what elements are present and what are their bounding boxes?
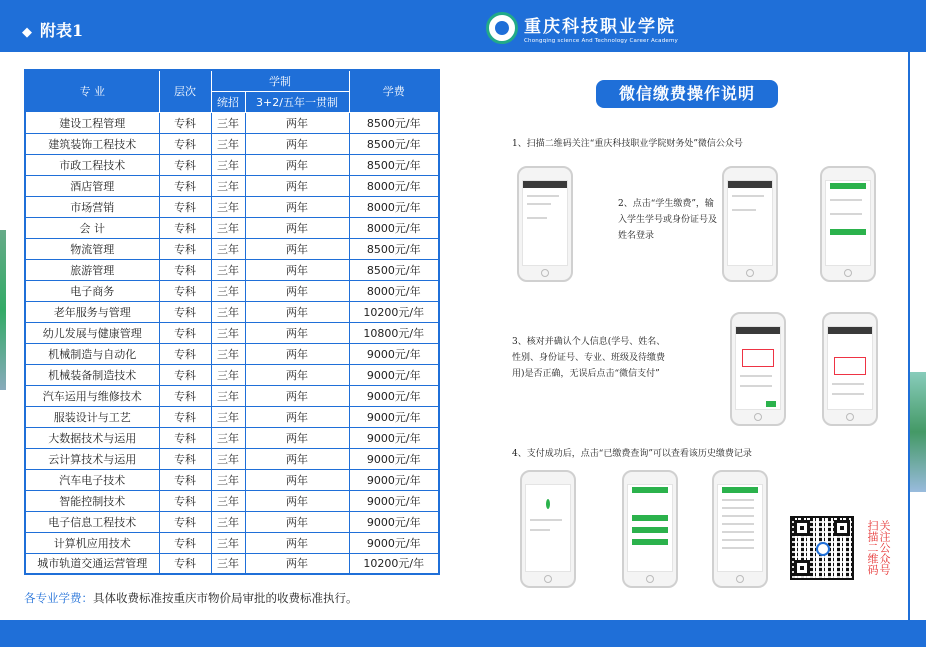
unified-cell: 三年	[211, 133, 245, 154]
phone-step1	[517, 166, 573, 282]
header-fee: 学费	[349, 70, 439, 112]
major-cell: 云计算技术与运用	[25, 448, 159, 469]
fee-cell: 9000元/年	[349, 427, 439, 448]
fee-note	[24, 590, 358, 606]
major-cell: 机械装备制造技术	[25, 364, 159, 385]
school-name: 重庆科技职业学院	[524, 17, 676, 37]
table-row	[25, 238, 439, 259]
table-row	[25, 553, 439, 574]
major-cell: 旅游管理	[25, 259, 159, 280]
through-cell: 两年	[245, 217, 349, 238]
unified-cell: 三年	[211, 175, 245, 196]
fee-cell: 9000元/年	[349, 448, 439, 469]
school-emblem-icon	[486, 12, 518, 44]
unified-cell: 三年	[211, 511, 245, 532]
through-cell: 两年	[245, 553, 349, 574]
unified-cell: 三年	[211, 322, 245, 343]
level-cell: 专科	[159, 469, 211, 490]
major-cell: 大数据技术与运用	[25, 427, 159, 448]
level-cell: 专科	[159, 238, 211, 259]
fee-cell: 9000元/年	[349, 532, 439, 553]
table-row	[25, 154, 439, 175]
fee-cell: 9000元/年	[349, 364, 439, 385]
level-cell: 专科	[159, 175, 211, 196]
table-row	[25, 112, 439, 133]
level-cell: 专科	[159, 406, 211, 427]
level-cell: 专科	[159, 259, 211, 280]
level-cell: 专科	[159, 133, 211, 154]
header-bar	[0, 0, 926, 52]
level-cell: 专科	[159, 385, 211, 406]
level-cell: 专科	[159, 112, 211, 133]
unified-cell: 三年	[211, 301, 245, 322]
fee-note-label: 各专业学费：	[24, 591, 93, 605]
through-cell: 两年	[245, 532, 349, 553]
major-cell: 酒店管理	[25, 175, 159, 196]
level-cell: 专科	[159, 280, 211, 301]
table-row	[25, 385, 439, 406]
step-3	[512, 334, 665, 382]
fee-cell: 9000元/年	[349, 406, 439, 427]
major-cell: 汽车运用与维修技术	[25, 385, 159, 406]
fee-note-text: 具体收费标准按重庆市物价局审批的收费标准执行。	[93, 591, 358, 605]
step-4: 4、支付成功后，点击“已缴费查询”可以查看该历史缴费记录	[512, 449, 752, 459]
major-cell: 电子信息工程技术	[25, 511, 159, 532]
major-cell: 会 计	[25, 217, 159, 238]
fee-cell: 8500元/年	[349, 112, 439, 133]
table-row	[25, 532, 439, 553]
major-cell: 建设工程管理	[25, 112, 159, 133]
level-cell: 专科	[159, 217, 211, 238]
through-cell: 两年	[245, 406, 349, 427]
through-cell: 两年	[245, 490, 349, 511]
through-cell: 两年	[245, 196, 349, 217]
unified-cell: 三年	[211, 217, 245, 238]
major-cell: 电子商务	[25, 280, 159, 301]
through-cell: 两年	[245, 385, 349, 406]
level-cell: 专科	[159, 364, 211, 385]
step-2-line-1: 2、点击“学生缴费”，输	[618, 199, 714, 209]
wechat-qr-code-icon[interactable]	[790, 516, 854, 580]
table-row	[25, 469, 439, 490]
annex-title-text: 附表1	[40, 21, 84, 40]
phone-step2a	[722, 166, 778, 282]
level-cell: 专科	[159, 343, 211, 364]
level-cell: 专科	[159, 427, 211, 448]
fee-cell: 8500元/年	[349, 133, 439, 154]
unified-cell: 三年	[211, 490, 245, 511]
table-row	[25, 196, 439, 217]
qr-logo-icon	[816, 542, 830, 556]
unified-cell: 三年	[211, 196, 245, 217]
fee-cell: 9000元/年	[349, 469, 439, 490]
phone-step4a	[520, 470, 576, 588]
right-decoration	[908, 52, 926, 620]
phone-step4c	[712, 470, 768, 588]
major-cell: 幼儿发展与健康管理	[25, 322, 159, 343]
step-2-line-2: 入学生学号或身份证号及	[618, 215, 718, 225]
phone-step3a	[730, 312, 786, 426]
table-row	[25, 259, 439, 280]
table-row	[25, 133, 439, 154]
step-3-line-1: 3、核对并确认个人信息(学号、姓名、	[512, 337, 666, 347]
fee-cell: 8500元/年	[349, 259, 439, 280]
phone-step3b	[822, 312, 878, 426]
table-row	[25, 301, 439, 322]
level-cell: 专科	[159, 322, 211, 343]
level-cell: 专科	[159, 196, 211, 217]
level-cell: 专科	[159, 154, 211, 175]
major-cell: 计算机应用技术	[25, 532, 159, 553]
through-cell: 两年	[245, 511, 349, 532]
table-row	[25, 448, 439, 469]
annex-title	[22, 18, 83, 41]
diamond-icon: ◆	[22, 25, 32, 40]
major-cell: 服装设计与工艺	[25, 406, 159, 427]
table-row	[25, 364, 439, 385]
fee-cell: 9000元/年	[349, 490, 439, 511]
major-cell: 汽车电子技术	[25, 469, 159, 490]
through-cell: 两年	[245, 238, 349, 259]
through-cell: 两年	[245, 322, 349, 343]
unified-cell: 三年	[211, 406, 245, 427]
header-system: 学制	[211, 70, 349, 91]
fee-cell: 8000元/年	[349, 280, 439, 301]
left-decoration	[0, 230, 6, 390]
step-2	[618, 196, 717, 244]
unified-cell: 三年	[211, 532, 245, 553]
unified-cell: 三年	[211, 427, 245, 448]
level-cell: 专科	[159, 532, 211, 553]
fee-cell: 9000元/年	[349, 511, 439, 532]
fee-cell: 8500元/年	[349, 238, 439, 259]
major-cell: 城市轨道交通运营管理	[25, 553, 159, 574]
table-row	[25, 343, 439, 364]
through-cell: 两年	[245, 343, 349, 364]
through-cell: 两年	[245, 280, 349, 301]
qr-caption-scan: 扫描二维码	[866, 520, 879, 575]
through-cell: 两年	[245, 448, 349, 469]
fee-cell: 10200元/年	[349, 301, 439, 322]
unified-cell: 三年	[211, 364, 245, 385]
through-cell: 两年	[245, 301, 349, 322]
table-row	[25, 217, 439, 238]
major-cell: 市场营销	[25, 196, 159, 217]
through-cell: 两年	[245, 364, 349, 385]
phone-step4b	[622, 470, 678, 588]
table-row	[25, 280, 439, 301]
major-cell: 智能控制技术	[25, 490, 159, 511]
unified-cell: 三年	[211, 280, 245, 301]
header-major: 专 业	[25, 70, 159, 112]
unified-cell: 三年	[211, 343, 245, 364]
step-3-line-2: 性别、身份证号、专业、班级及待缴费	[512, 353, 666, 363]
through-cell: 两年	[245, 175, 349, 196]
unified-cell: 三年	[211, 469, 245, 490]
fee-table	[24, 69, 440, 575]
table-row	[25, 175, 439, 196]
phone-step2b	[820, 166, 876, 282]
through-cell: 两年	[245, 427, 349, 448]
level-cell: 专科	[159, 511, 211, 532]
fee-cell: 10200元/年	[349, 553, 439, 574]
school-name-en: Chongqing science And Technology Career Academy	[524, 38, 678, 44]
through-cell: 两年	[245, 259, 349, 280]
guide-title: 微信缴费操作说明	[596, 80, 778, 108]
major-cell: 老年服务与管理	[25, 301, 159, 322]
table-row	[25, 322, 439, 343]
unified-cell: 三年	[211, 553, 245, 574]
level-cell: 专科	[159, 553, 211, 574]
header-level: 层次	[159, 70, 211, 112]
qr-caption-follow: 关注公众号	[878, 520, 891, 575]
fee-cell: 8000元/年	[349, 175, 439, 196]
unified-cell: 三年	[211, 385, 245, 406]
table-row	[25, 490, 439, 511]
table-row	[25, 406, 439, 427]
unified-cell: 三年	[211, 238, 245, 259]
major-cell: 机械制造与自动化	[25, 343, 159, 364]
step-2-line-3: 姓名登录	[618, 231, 655, 241]
step-3-line-3: 用)是否正确，无误后点击“微信支付”	[512, 369, 660, 379]
table-row	[25, 427, 439, 448]
footer-bar	[0, 620, 926, 647]
through-cell: 两年	[245, 469, 349, 490]
table-row	[25, 511, 439, 532]
header-through: 3+2/五年一贯制	[245, 91, 349, 112]
step-1: 1、扫描二维码关注“重庆科技职业学院财务处”微信公众号	[512, 139, 743, 149]
level-cell: 专科	[159, 301, 211, 322]
unified-cell: 三年	[211, 112, 245, 133]
major-cell: 建筑装饰工程技术	[25, 133, 159, 154]
through-cell: 两年	[245, 112, 349, 133]
level-cell: 专科	[159, 448, 211, 469]
through-cell: 两年	[245, 133, 349, 154]
major-cell: 物流管理	[25, 238, 159, 259]
unified-cell: 三年	[211, 154, 245, 175]
fee-cell: 8000元/年	[349, 217, 439, 238]
unified-cell: 三年	[211, 448, 245, 469]
school-logo	[486, 12, 678, 44]
fee-cell: 8500元/年	[349, 154, 439, 175]
fee-cell: 9000元/年	[349, 343, 439, 364]
fee-cell: 9000元/年	[349, 385, 439, 406]
through-cell: 两年	[245, 154, 349, 175]
fee-cell: 10800元/年	[349, 322, 439, 343]
fee-cell: 8000元/年	[349, 196, 439, 217]
unified-cell: 三年	[211, 259, 245, 280]
level-cell: 专科	[159, 490, 211, 511]
major-cell: 市政工程技术	[25, 154, 159, 175]
header-unified: 统招	[211, 91, 245, 112]
